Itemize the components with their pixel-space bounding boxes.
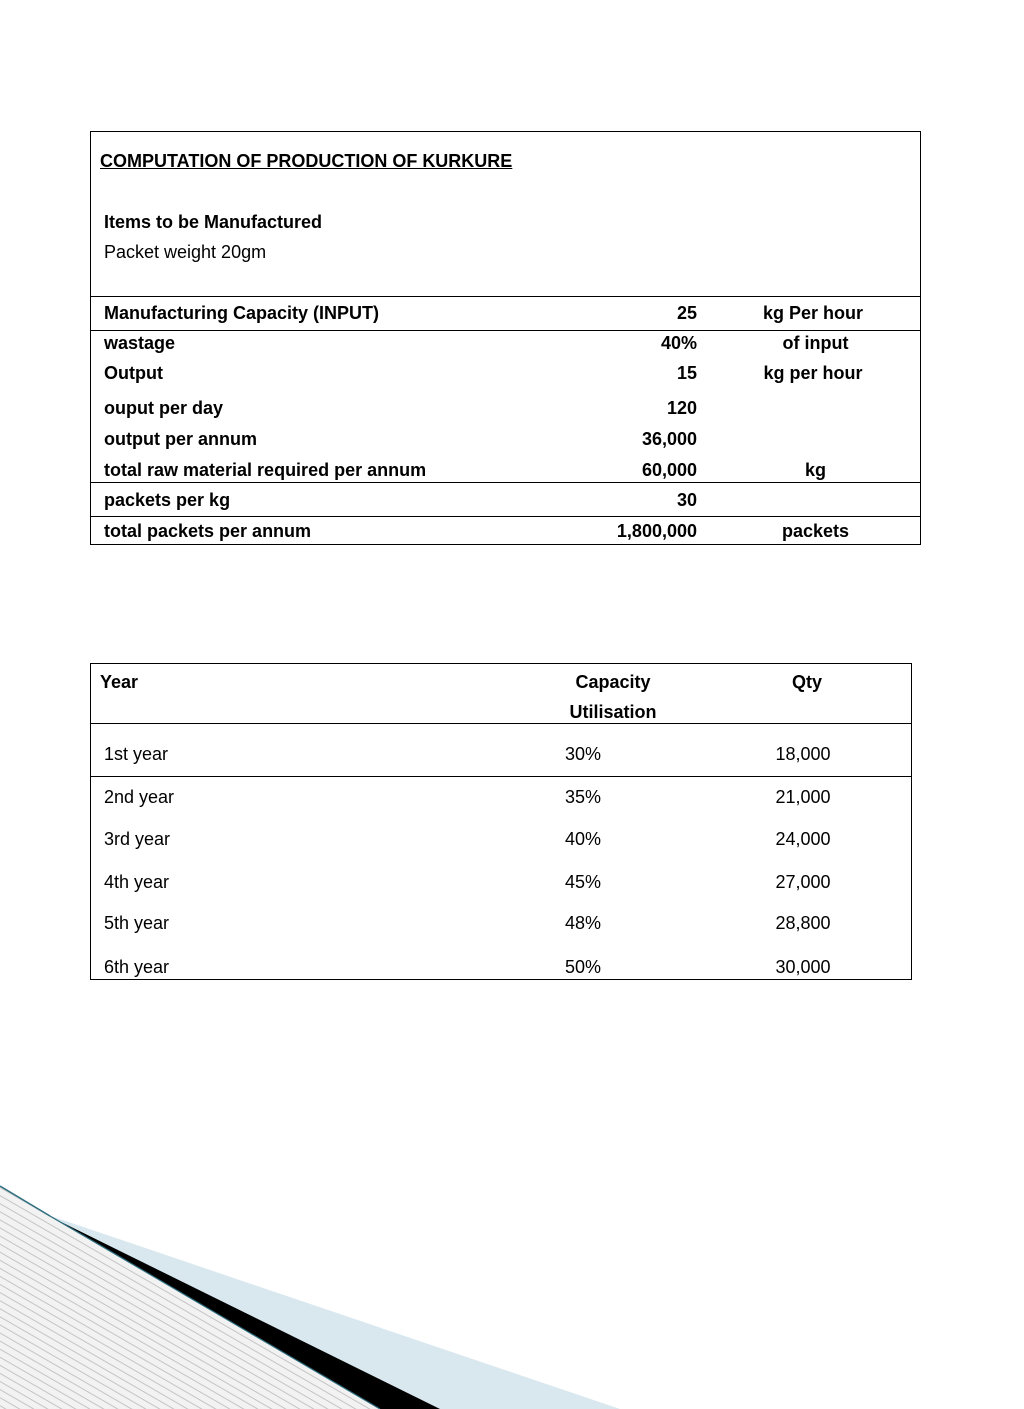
row-label: total raw material required per annum	[104, 460, 427, 480]
row-unit: kg	[804, 460, 826, 480]
row-unit: packets	[781, 521, 850, 541]
row-capacity: 30%	[564, 744, 602, 764]
row-qty: 27,000	[775, 872, 831, 892]
row-capacity: 40%	[564, 829, 602, 849]
row-value: 15	[676, 363, 697, 383]
row-year: 2nd year	[104, 787, 175, 807]
row-label: wastage	[104, 333, 176, 353]
decorative-corner-graphic	[0, 1180, 620, 1409]
row-capacity: 50%	[564, 957, 602, 977]
row-divider	[91, 482, 920, 483]
header-qty: Qty	[791, 672, 822, 692]
header-divider	[91, 723, 911, 724]
row-label: Output	[104, 363, 163, 383]
items-heading: Items to be Manufactured	[104, 212, 323, 232]
packet-weight: Packet weight 20gm	[104, 242, 267, 262]
row-value: 1,800,000	[616, 521, 697, 541]
row-capacity: 48%	[564, 913, 602, 933]
row-unit: of input	[782, 333, 849, 353]
row-label: total packets per annum	[104, 521, 312, 541]
table-title: COMPUTATION OF PRODUCTION OF KURKURE	[100, 151, 513, 171]
capacity-utilisation-table	[90, 663, 912, 980]
header-year: Year	[100, 672, 139, 692]
row-year: 4th year	[104, 872, 170, 892]
row-value: 40%	[660, 333, 697, 353]
row-year: 5th year	[104, 913, 170, 933]
header-utilisation: Utilisation	[569, 702, 657, 722]
row-value: 30	[676, 490, 697, 510]
row-divider	[91, 330, 920, 331]
row-divider	[91, 776, 911, 777]
row-unit: kg per hour	[763, 363, 863, 383]
header-capacity: Capacity	[575, 672, 651, 692]
row-year: 1st year	[104, 744, 169, 764]
row-qty: 24,000	[775, 829, 831, 849]
row-label: Manufacturing Capacity (INPUT)	[104, 303, 380, 323]
row-qty: 18,000	[775, 744, 831, 764]
row-qty: 30,000	[775, 957, 831, 977]
row-year: 6th year	[104, 957, 170, 977]
row-label: packets per kg	[104, 490, 231, 510]
row-divider	[91, 516, 920, 517]
production-computation-table	[90, 131, 921, 545]
row-qty: 21,000	[775, 787, 831, 807]
row-value: 120	[666, 398, 697, 418]
row-qty: 28,800	[775, 913, 831, 933]
row-capacity: 45%	[564, 872, 602, 892]
row-value: 60,000	[641, 460, 697, 480]
row-value: 36,000	[641, 429, 697, 449]
row-capacity: 35%	[564, 787, 602, 807]
row-label: ouput per day	[104, 398, 224, 418]
row-value: 25	[676, 303, 697, 323]
row-label: output per annum	[104, 429, 257, 449]
row-divider	[91, 296, 920, 297]
row-unit: kg Per hour	[762, 303, 864, 323]
row-year: 3rd year	[104, 829, 171, 849]
